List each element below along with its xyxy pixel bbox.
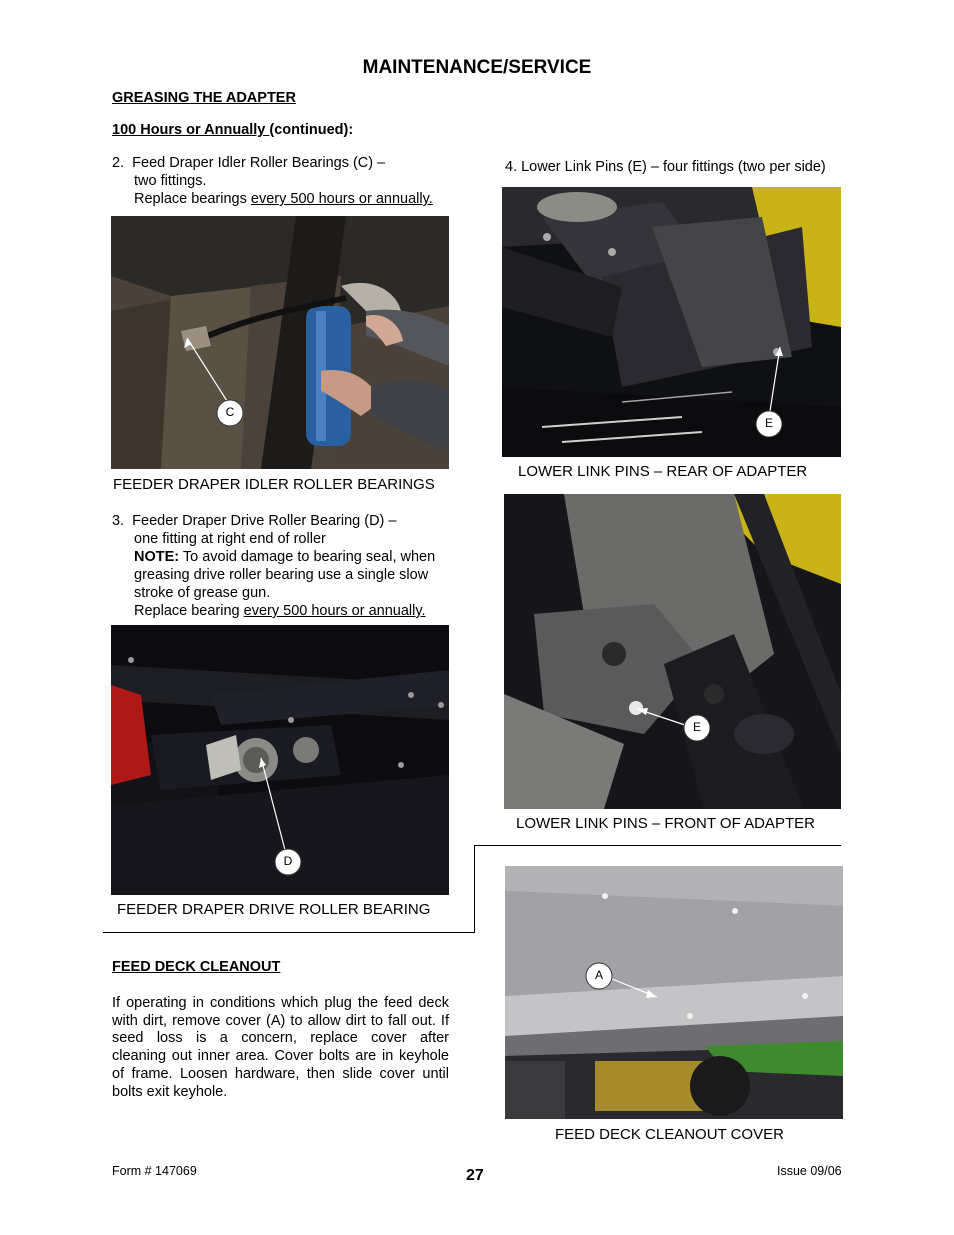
- callout-e-rear: E: [764, 416, 773, 430]
- page-number: 27: [466, 1167, 484, 1184]
- photo-cleanout-cover: [505, 866, 843, 1119]
- footer-issue: Issue 09/06: [777, 1164, 842, 1178]
- cleanout-line-6: bolts exit keyhole.: [112, 1083, 228, 1100]
- photo-idler-roller-bearings: [111, 216, 449, 469]
- callout-c: C: [225, 405, 235, 419]
- note-label: NOTE:: [134, 549, 180, 565]
- caption-cover: FEED DECK CLEANOUT COVER: [555, 1126, 784, 1143]
- item-2-replace-prefix: Replace bearings: [134, 191, 251, 207]
- item-3-note-line3: stroke of grease gun.: [134, 585, 271, 601]
- note-text-1: To avoid damage to bearing seal, when: [179, 549, 436, 565]
- item-3-note: [112, 548, 452, 566]
- cleanout-line-3: seed loss is a concern, replace cover after: [112, 1030, 449, 1047]
- section-heading: GREASING THE ADAPTER: [112, 90, 296, 106]
- item-3-replace: [112, 602, 452, 620]
- callout-e-front: E: [692, 720, 701, 734]
- item-2-line2: two fittings.: [134, 173, 207, 189]
- divider-bottom-left: [103, 932, 475, 933]
- cleanout-paragraph: [112, 995, 449, 1101]
- item-3: [112, 512, 452, 620]
- item-3-note-line2: greasing drive roller bearing use a single slow: [134, 567, 429, 583]
- caption-rear: LOWER LINK PINS – REAR OF ADAPTER: [518, 463, 808, 480]
- divider-vertical: [474, 845, 475, 933]
- photo-drive-roller-bearing: [111, 625, 449, 895]
- item-3-replace-prefix: Replace bearing: [134, 603, 244, 619]
- callout-d: D: [283, 854, 293, 868]
- item-3-line1: 3. Feeder Draper Drive Roller Bearing (D) –: [112, 513, 397, 529]
- divider-top-right: [474, 845, 841, 846]
- subheading-rest: (continued):: [269, 122, 354, 138]
- subheading-underlined: 100 Hours or Annually: [112, 122, 270, 138]
- item-2: [112, 154, 457, 208]
- cleanout-heading: FEED DECK CLEANOUT: [112, 959, 281, 975]
- caption-drive: FEEDER DRAPER DRIVE ROLLER BEARING: [117, 901, 431, 918]
- subheading: [112, 122, 353, 138]
- caption-idler: FEEDER DRAPER IDLER ROLLER BEARINGS: [113, 476, 435, 493]
- page-title: MAINTENANCE/SERVICE: [362, 57, 592, 78]
- cleanout-line-5: of frame. Loosen hardware, then slide cover until: [112, 1065, 449, 1082]
- callout-a: A: [594, 968, 603, 982]
- item-2-line3: [112, 190, 457, 208]
- caption-front: LOWER LINK PINS – FRONT OF ADAPTER: [516, 815, 815, 832]
- item-3-replace-interval: every 500 hours or annually.: [243, 603, 426, 619]
- cleanout-line-1: If operating in conditions which plug the feed deck: [112, 995, 449, 1011]
- cleanout-line-2: with dirt, remove cover (A) to allow dirt to fall out. If: [112, 1012, 449, 1029]
- cleanout-line-4: cleaning out inner area. Cover bolts are in keyhole: [112, 1048, 449, 1065]
- item-3-line2: one fitting at right end of roller: [134, 531, 326, 547]
- item-2-replace-interval: every 500 hours or annually.: [250, 191, 433, 207]
- item-2-line1: 2. Feed Draper Idler Roller Bearings (C) –: [112, 155, 386, 171]
- photo-lower-link-front: [504, 494, 841, 809]
- footer-form-number: Form # 147069: [112, 1164, 197, 1178]
- item-4: 4. Lower Link Pins (E) – four fittings (two per side): [505, 159, 826, 175]
- photo-lower-link-rear: [502, 187, 841, 457]
